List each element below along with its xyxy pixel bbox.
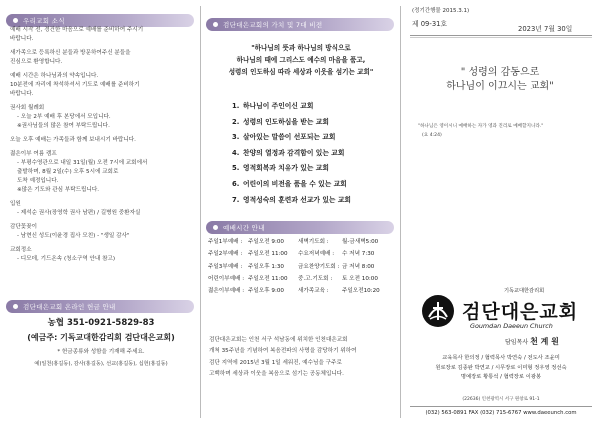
news-item: [10, 150, 196, 195]
news-item: [10, 49, 196, 67]
header-rule-thin: [410, 37, 592, 38]
vision-text: 찬양의 열정과 감격함이 있는 교회: [243, 148, 345, 157]
news-text: 젊은이부 여름 캠프: [10, 151, 57, 157]
schedule-row: [208, 272, 394, 284]
bullet-icon: [213, 22, 218, 27]
vision-number: 6.: [232, 179, 240, 188]
church-address: (22636) 인천광역시 서구 원창로 91-1: [462, 397, 540, 402]
contact-info: (032) 563-0891 FAX (032) 715-6767 www.daeeunch.com: [425, 410, 577, 416]
worship-schedule: [208, 235, 394, 296]
news-text: 입원: [10, 201, 21, 207]
vision-text: 하나님이 주인이신 교회: [243, 102, 314, 110]
news-item: [10, 136, 196, 145]
vision-number: 5.: [232, 164, 240, 173]
schedule-cell: 수요저녁예배 :: [298, 251, 335, 258]
vision-item: [232, 99, 392, 115]
church-name-english: Goumdan Daeeun Church: [470, 322, 553, 330]
church-logo-icon: [422, 295, 454, 327]
news-subtext: - 남현신 성도(이윤경 집사 모친) - "생일 감사": [17, 233, 130, 239]
news-item: [10, 200, 196, 218]
news-text: 교회정소: [10, 247, 32, 253]
column-divider: [400, 6, 401, 418]
vision-text: 영적성숙의 훈련과 선교가 있는 교회: [243, 195, 351, 204]
news-subtext: - 제석순 권사(장영학 권사 남편) / 길병원 중환자실: [17, 210, 141, 216]
denomination: 기독교대한감리회: [504, 288, 545, 294]
issue-number: 제 09-31호: [412, 20, 448, 28]
news-item: [10, 223, 196, 241]
vision-number: 4.: [232, 148, 240, 157]
donation-info: [8, 313, 194, 367]
schedule-row: [208, 235, 394, 247]
vision-number: 3.: [232, 133, 240, 142]
schedule-cell: 중.고.기도회 :: [298, 276, 333, 283]
bullet-icon: [13, 304, 18, 309]
schedule-cell: 새가족교육 :: [298, 288, 329, 295]
vision-number: 1.: [232, 102, 240, 110]
news-item: [10, 26, 196, 44]
news-text: 예배 시작 전, 경건한 마음으로 예배를 준비하여 주시기: [10, 27, 144, 33]
news-list: [10, 26, 196, 269]
donation-header: 검단대은교회 온라인 헌금 안내: [6, 300, 194, 313]
vision-item: [232, 130, 392, 146]
schedule-row: [208, 284, 394, 296]
vision-text: 성령의 인도하심을 받는 교회: [243, 117, 329, 126]
issue-info: (정기간행물 2015.3.1) 제 09-31호: [412, 8, 470, 28]
vision-column: [200, 0, 400, 424]
vision-item: [232, 146, 392, 162]
schedule-cell: 월-금새벽5:00: [342, 239, 379, 246]
bank-account: 농협 351-0921-5829-83: [47, 318, 155, 328]
news-item: [10, 246, 196, 264]
news-item: [10, 104, 196, 131]
schedule-cell: 수 저녁 7:30: [342, 251, 375, 258]
news-text: 바랍니다.: [10, 91, 34, 97]
schedule-cell: 새벽기도회 :: [298, 239, 329, 246]
news-subtext: 출발하며, 8월 2일(수) 오후 5시에 교회로: [17, 169, 119, 175]
news-text: 진심으로 환영합니다.: [10, 59, 63, 65]
schedule-cell: 금요찬양기도회 :: [298, 263, 340, 270]
vision-item: [232, 177, 392, 193]
senior-pastor: 담임목사 천 계 원: [505, 337, 559, 346]
schedule-cell: 주일오후 1:30: [248, 263, 284, 270]
vision-text: 어린이의 비전을 품을 수 있는 교회: [243, 179, 347, 188]
vision-header: 검단대은교회의 가치 및 7대 비전: [206, 18, 394, 31]
schedule-cell: 주일1부예배 :: [208, 239, 243, 246]
church-intro: 검단대은교회는 인천 서구 석남동에 위치한 인천대은교회 개척 35주년을 기념하여 복음전파의 사명을 감당하기 위하여 검단 지역에 2015년 3월 1일 세워진, 예수님을 구주로 고백하며 세상과 이웃을 복음으로 섬기는 공동체입니다.: [209, 337, 357, 377]
donation-note: * 헌금종류와 성함을 기재해 주세요.: [57, 349, 145, 355]
bulletin-date: 2023년 7월 30일: [518, 25, 573, 33]
vision-list: [232, 99, 392, 208]
news-subtext: - 디모데, 기드온속 (청소구역 안내 참고): [17, 256, 116, 262]
schedule-row: [208, 247, 394, 259]
news-text: 10분전에 자리에 착석하셔서 기도로 예배를 준비하기: [10, 82, 140, 88]
schedule-cell: 주일3부예배 :: [208, 263, 243, 270]
schedule-row: [208, 260, 394, 272]
footer-rule: [410, 406, 592, 407]
schedule-cell: 어린이부예배 :: [208, 276, 245, 283]
schedule-cell: 주일오전10:20: [342, 288, 380, 295]
news-text: 바랍니다.: [10, 36, 34, 42]
news-subtext: ※권사님들의 많은 참여 부탁드립니다.: [17, 123, 110, 129]
news-item: [10, 72, 196, 99]
schedule-cell: 주일오후 9:00: [248, 288, 284, 295]
schedule-cell: 주일2부예배 :: [208, 251, 243, 258]
schedule-cell: 토 오전 10:00: [342, 276, 378, 283]
vision-number: 7.: [232, 195, 240, 204]
vision-statement: "하나님의 뜻과 하나님의 방식으로 하나님의 때에 그리스도 예수의 마음을 품고, 성령의 인도하심 따라 세상과 이웃을 섬기는 교회": [228, 44, 374, 76]
account-holder: (예금주: 기독교대한감리회 검단대은교회): [27, 333, 175, 342]
schedule-cell: 금 저녁 8:00: [342, 263, 375, 270]
donation-example: 예)일천(홍길동), 감사(홍길동), 선교(홍길동), 십헌(홍길동): [34, 361, 168, 367]
church-name: 검단대은교회: [462, 301, 579, 323]
news-text: 새가족으로 등록하신 분들과 방문하여주신 분들을: [10, 50, 131, 56]
news-text: 예배 시간은 하나님과의 약속입니다.: [10, 73, 99, 79]
news-text: 권사회 월례회: [10, 105, 45, 111]
header-rule: [410, 35, 592, 36]
vision-text: 살아있는 말씀이 선포되는 교회: [243, 133, 336, 142]
schedule-cell: 주일오전 11:00: [248, 276, 288, 283]
vision-item: [232, 193, 392, 209]
schedule-cell: 주일오전 9:00: [248, 239, 284, 246]
news-subtext: 도착 예정입니다.: [17, 178, 59, 184]
worship-header: 예배시간 안내: [206, 221, 394, 234]
bullet-icon: [13, 18, 18, 23]
news-text: 감단꽃꽂이: [10, 224, 38, 230]
news-text: 오늘 오후 예배는 가족들과 함께 보내시기 바랍니다.: [10, 137, 136, 143]
vision-item: [232, 161, 392, 177]
schedule-cell: 주일오전 11:00: [248, 251, 288, 258]
staff-list: 교육목사 한의정 / 협력목사 박연숙 / 전도사 조윤미 원로장로 김종완 박연교 / 시무장로 이미형 정우영 정선숙 명예장로 황통석 / 협력장로 이광봉: [435, 355, 567, 380]
news-subtext: - 오늘 2부 예배 후 본당에서 모입니다.: [17, 114, 111, 120]
news-subtext: - 부평수영관으로 내일 31일(월) 오전 7시에 교회에서: [17, 160, 148, 166]
news-header: 우리교회 소식: [6, 14, 194, 27]
vision-number: 2.: [232, 117, 240, 126]
vision-item: [232, 115, 392, 131]
bullet-icon: [213, 225, 218, 230]
vision-text: 영적회복과 치유가 있는 교회: [243, 164, 329, 173]
news-subtext: ※많은 기도와 관심 부탁드립니다.: [17, 187, 100, 193]
church-logo-block: [412, 281, 592, 351]
schedule-cell: 젊은이부예배 :: [208, 288, 245, 295]
church-theme: " 성령의 감동으로 하나님이 이끄시는 교회": [446, 67, 554, 92]
scripture-verse: "하나님은 영이시니 예배하는 자가 영과 진리로 예배할지니라." (요 4:24): [418, 124, 544, 138]
news-column: [0, 0, 200, 424]
